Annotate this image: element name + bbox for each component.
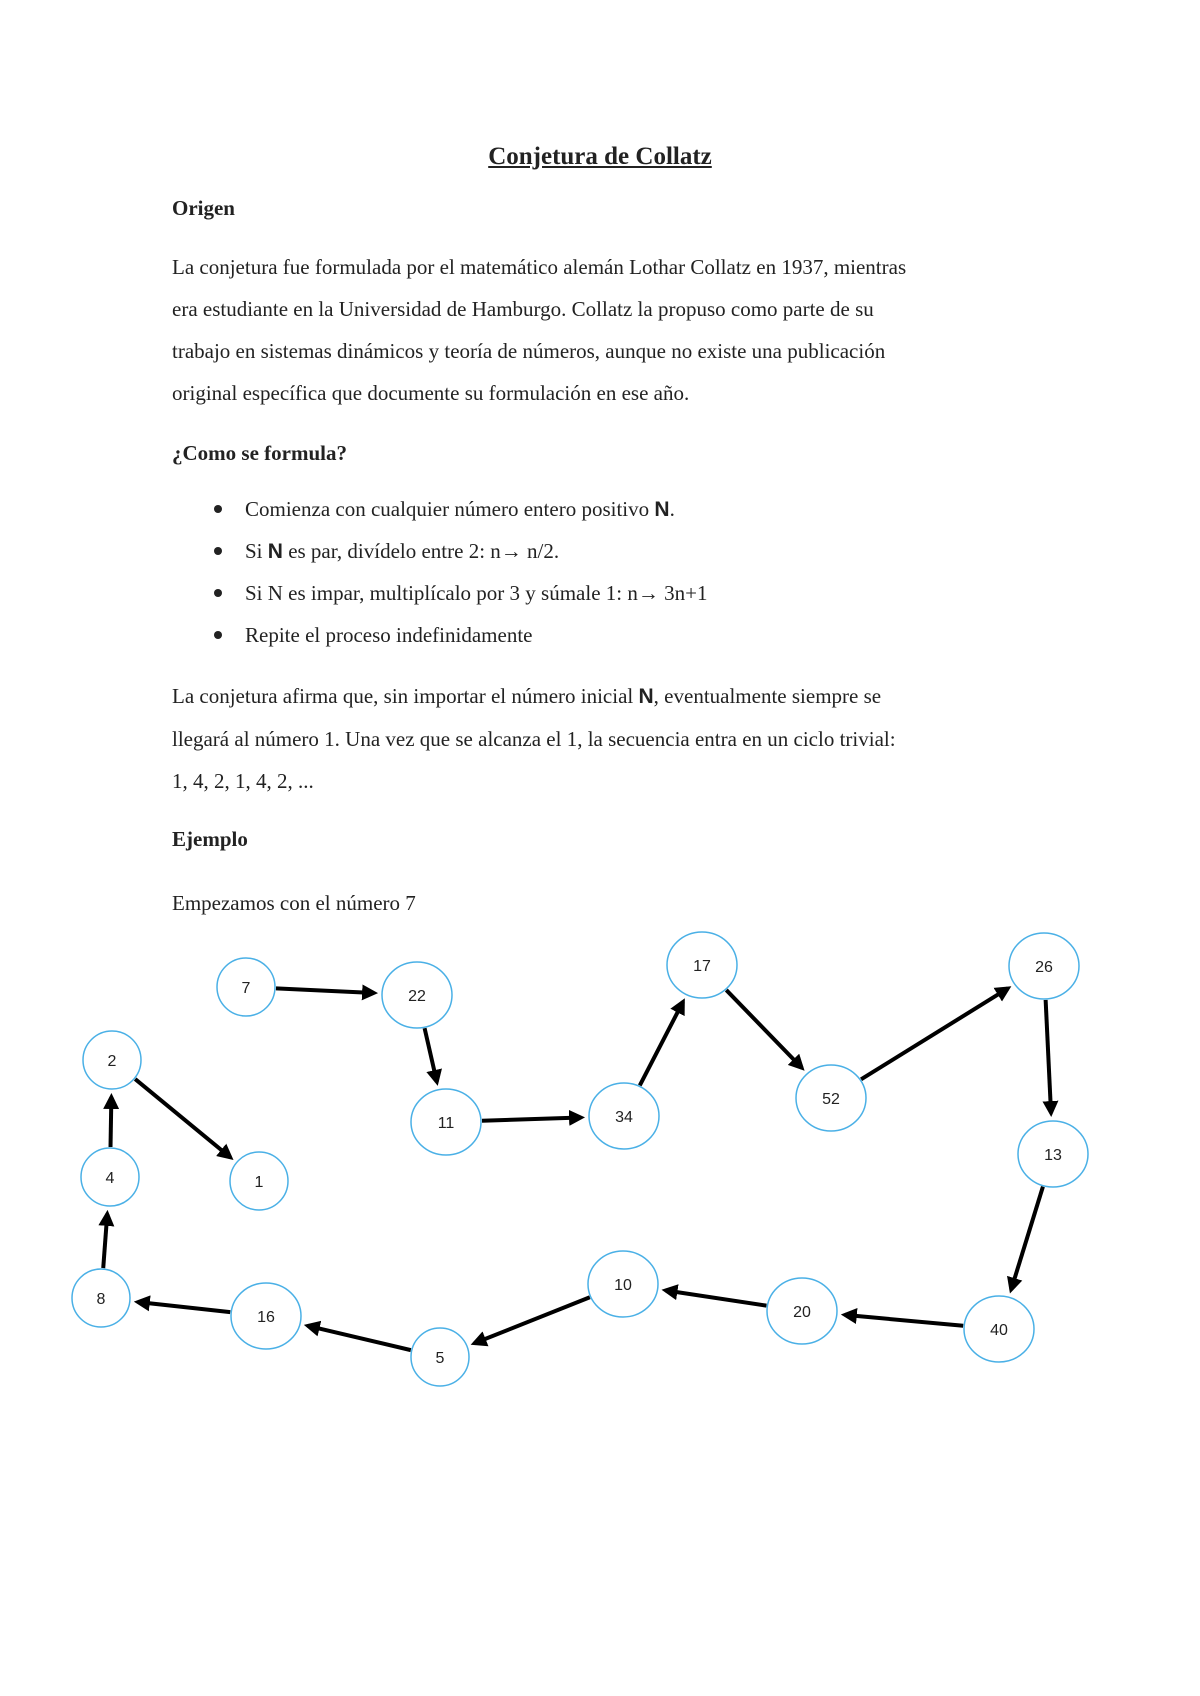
ejemplo-heading: Ejemplo — [172, 827, 248, 851]
arrow-8-to-4 — [103, 1214, 107, 1268]
node-label: 40 — [990, 1322, 1008, 1339]
node-34 — [589, 1083, 659, 1149]
node-label: 13 — [1044, 1147, 1062, 1164]
list-item: Si N es impar, multiplícalo por 3 y súmale 1: n→ 3n+1 — [172, 572, 707, 614]
node-label: 26 — [1035, 959, 1053, 976]
node-20 — [767, 1278, 837, 1344]
document-title: Conjetura de Collatz — [488, 143, 712, 170]
node-label: 4 — [105, 1170, 115, 1187]
formula-heading: ¿Como se formula? — [172, 441, 347, 465]
node-1 — [230, 1152, 288, 1210]
node-7 — [217, 958, 275, 1016]
node-40 — [964, 1296, 1034, 1362]
node-label: 11 — [437, 1115, 455, 1132]
origen-line: trabajo en sistemas dinámicos y teoría de números, aunque no existe una publicación — [172, 339, 886, 363]
node-52 — [796, 1065, 866, 1131]
arrow-7-to-22 — [276, 988, 374, 993]
arrow-13-to-40 — [1011, 1187, 1043, 1290]
arrow-16-to-8 — [138, 1302, 230, 1312]
arrow-5-to-16 — [308, 1326, 411, 1350]
node-2 — [83, 1031, 141, 1089]
node-8 — [72, 1269, 130, 1327]
conclusion-line: La conjetura afirma que, sin importar el número inicial N, eventualmente siempre se — [172, 684, 882, 708]
arrow-2-to-1 — [135, 1079, 230, 1157]
node-22 — [382, 962, 452, 1028]
list-item: Comienza con cualquier número entero positivo N. — [172, 488, 707, 530]
arrow-20-to-10 — [665, 1290, 766, 1305]
node-label: 16 — [257, 1309, 275, 1326]
list-item: Repite el proceso indefinidamente — [172, 614, 707, 656]
node-10 — [588, 1251, 658, 1317]
node-13 — [1018, 1121, 1088, 1187]
node-label: 1 — [254, 1174, 264, 1191]
node-label: 8 — [96, 1291, 106, 1308]
node-label: 34 — [615, 1109, 633, 1126]
node-label: 52 — [822, 1091, 840, 1108]
node-label: 17 — [693, 958, 711, 975]
node-11 — [411, 1089, 481, 1155]
arrow-17-to-52 — [726, 990, 801, 1068]
node-16 — [231, 1283, 301, 1349]
node-label: 20 — [793, 1304, 811, 1321]
arrow-10-to-5 — [474, 1297, 589, 1343]
conclusion-line: llegará al número 1. Una vez que se alcanza el 1, la secuencia entra en un ciclo trivial: — [172, 727, 896, 751]
arrow-34-to-17 — [640, 1002, 683, 1086]
node-4 — [81, 1148, 139, 1206]
node-5 — [411, 1328, 469, 1386]
node-26 — [1009, 933, 1079, 999]
arrow-22-to-11 — [425, 1028, 437, 1082]
list-item: Si N es par, divídelo entre 2: n→ n/2. — [172, 530, 707, 572]
node-label: 22 — [408, 988, 426, 1005]
conclusion-line: 1, 4, 2, 1, 4, 2, ... — [172, 769, 314, 793]
arrow-11-to-34 — [482, 1117, 581, 1120]
origen-line: original específica que documente su formulación en ese año. — [172, 381, 690, 405]
origen-heading: Origen — [172, 196, 235, 220]
origen-line: La conjetura fue formulada por el matemático alemán Lothar Collatz en 1937, mientras — [172, 255, 907, 279]
node-17 — [667, 932, 737, 998]
node-label: 2 — [107, 1053, 117, 1070]
arrow-40-to-20 — [845, 1315, 963, 1326]
arrow-4-to-2 — [111, 1097, 112, 1147]
origen-line: era estudiante en la Universidad de Hamburgo. Collatz la propuso como parte de su — [172, 297, 874, 321]
arrow-26-to-13 — [1046, 1000, 1051, 1113]
arrow-52-to-26 — [861, 988, 1008, 1079]
ejemplo-intro: Empezamos con el número 7 — [172, 891, 416, 915]
node-label: 7 — [241, 980, 251, 997]
node-label: 5 — [435, 1350, 445, 1367]
node-label: 10 — [614, 1277, 632, 1294]
